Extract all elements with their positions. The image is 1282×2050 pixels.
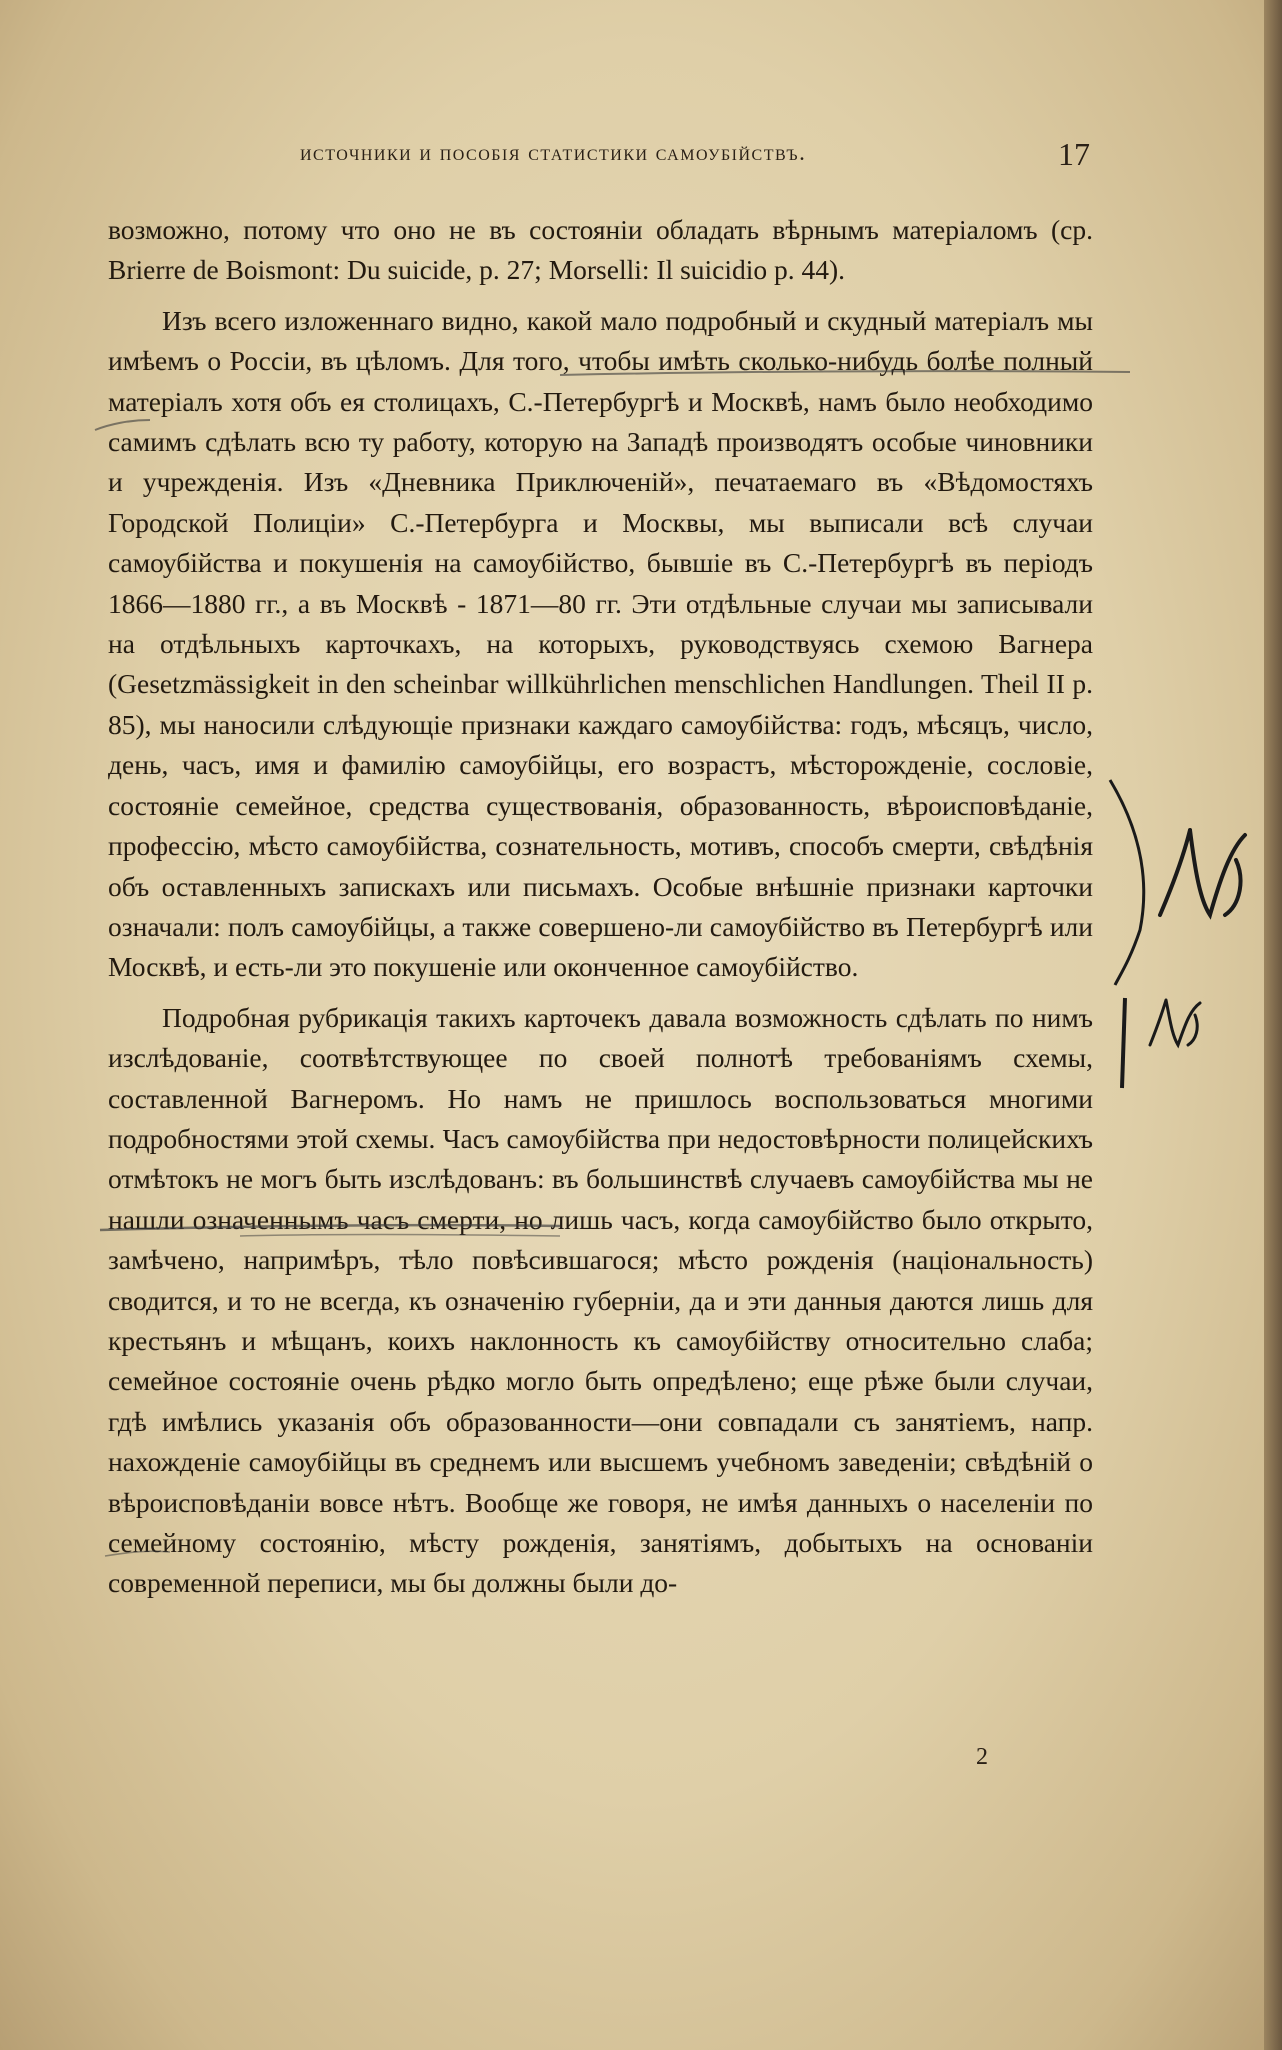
paragraph-1: возможно, потому что оно не въ состояніи обладать вѣрнымъ матеріаломъ (ср. Brierre de Boismont: Du suicide, p. 27; Morselli: Il suicidio p. 44).	[108, 214, 1093, 286]
running-title: источники и пособія статистики самоубійствъ.	[300, 140, 807, 165]
ink-bar	[1122, 998, 1125, 1088]
page-edge-shadow	[1264, 0, 1282, 2050]
signature-mark: 2	[976, 1744, 988, 1770]
handwritten-mark-2	[1150, 1000, 1200, 1045]
handwritten-mark-1	[1160, 830, 1245, 915]
page-header	[110, 136, 1090, 180]
ink-bracket	[1110, 780, 1144, 985]
page-number: 17	[1058, 136, 1090, 172]
paragraph-3: Подробная рубрикація такихъ карточекъ давала возможность сдѣлать по нимъ изслѣдованіе, соотвѣтствующее по своей полнотѣ требованіямъ схемы, составленной Вагнеромъ. Но намъ не пришлось воспользоваться многими подробностями этой схемы. Часъ самоубійства при недостовѣрности полицейскихъ отмѣтокъ не могъ быть изслѣдованъ: въ большинствѣ случаевъ самоубійства мы не нашли означеннымъ часъ смерти, но лишь часъ, когда самоубійство было открыто, замѣчено, напримѣръ, тѣло повѣсившагося; мѣсто рожденія (національность) сводится, и то не всегда, къ означенію губерніи, да и эти данныя даются лишь для крестьянъ и мѣщанъ, коихъ наклонность къ самоубійству относительно слаба; семейное состояніе очень рѣдко могло быть опредѣлено; еще рѣже были случаи, гдѣ имѣлись указанія объ образованности—они совпадали съ занятіемъ, напр. нахожденіе самоубійцы въ среднемъ или высшемъ учебномъ заведеніи; свѣдѣній о вѣроисповѣданіи вовсе нѣтъ. Вообще же говоря, не имѣя данныхъ о населеніи по семейному состоянію, мѣсту рожденія, занятіямъ, добытыхъ на основаніи современной переписи, мы бы должны были до-	[108, 1001, 1093, 1599]
paragraph-2: Изъ всего изложеннаго видно, какой мало подробный и скудный матеріалъ мы имѣемъ о Россіи, въ цѣломъ. Для того, чтобы имѣть сколько-нибудь болѣе полный матеріалъ хотя объ ея столицахъ, С.-Петербургѣ и Москвѣ, намъ было необходимо самимъ сдѣлать всю ту работу, которую на Западѣ производятъ особые чиновники и учрежденія. Изъ «Дневника Приключеній», печатаемаго въ «Вѣдомостяхъ Городской Полиціи» С.-Петербурга и Москвы, мы выписали всѣ случаи самоубійства и покушенія на самоубійство, бывшіе въ С.-Петербургѣ въ періодъ 1866—1880 гг., а въ Москвѣ - 1871—80 гг. Эти отдѣльные случаи мы записывали на отдѣльныхъ карточкахъ, на которыхъ, руководствуясь схемою Вагнера (Gesetzmässigkeit in den scheinbar willkührlichen menschlichen Handlungen. Theil II p. 85), мы наносили слѣдующіе признаки каждаго самоубійства: годъ, мѣсяцъ, число, день, часъ, имя и фамилію самоубійцы, его возрастъ, мѣсторожденіе, сословіе, состояніе семейное, средства существованія, образованность, вѣроисповѣданіе, профессію, мѣсто самоубійства, сознательность, мотивъ, способъ смерти, свѣдѣнія объ оставленныхъ запискахъ или письмахъ. Особые внѣшніе признаки карточки означали: полъ самоубійцы, а также совершено-ли самоубійство въ Петербургѣ или Москвѣ, и есть-ли это покушеніе или оконченное самоубійство.	[108, 304, 1093, 983]
body-text	[108, 210, 1093, 1604]
